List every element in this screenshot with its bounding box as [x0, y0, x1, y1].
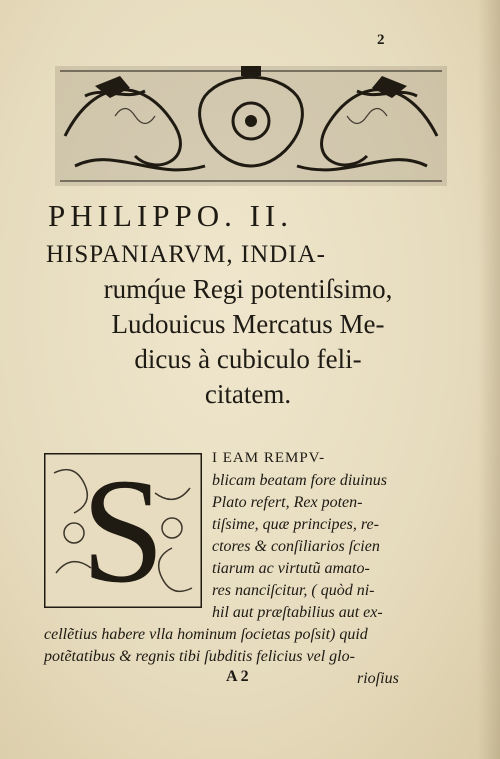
title-line-1: PHILIPPO. II. [48, 198, 293, 233]
title-line-3: rumq́ue Regi potentiſsimo, [103, 274, 393, 304]
body-line-8: hil aut præſtabilius aut ex- [212, 604, 383, 621]
title-line-5: dicus à cubiculo feli- [134, 344, 362, 374]
body-line-5: ctores & conſiliarios ſcien [212, 538, 380, 555]
title-line-2: HISPANIARVM, INDIA- [46, 241, 326, 268]
body-line-1: I EAM REMPV- [212, 450, 326, 466]
body-line-6: tiarum ac virtutũ amato- [212, 560, 370, 577]
body-line-7: res nanciſcitur, ( quòd ni- [212, 582, 375, 599]
body-line-4: tiſsime, quæ principes, re- [212, 516, 379, 533]
catchword: rioſius [357, 670, 399, 687]
woodcut-headpiece-ornament [55, 66, 447, 186]
initial-letter: S [81, 453, 165, 608]
title-line-6: citatem. [204, 379, 292, 409]
signature-mark: A 2 [226, 668, 249, 685]
page-edge-shadow [478, 0, 500, 759]
body-line-9: cellẽtius habere vlla hominum ſocietas poſsit) quid [44, 626, 368, 643]
body-line-2: blicam beatam fore diuinus [212, 472, 387, 489]
body-line-3: Plato refert, Rex poten- [212, 494, 363, 511]
title-line-4: Ludouicus Mercatus Me- [111, 309, 385, 339]
body-line-10: potẽtatibus & regnis tibi ſubditis felicius vel glo- [44, 648, 355, 665]
decorated-initial-s [44, 453, 202, 608]
page-number: 2 [377, 32, 385, 48]
